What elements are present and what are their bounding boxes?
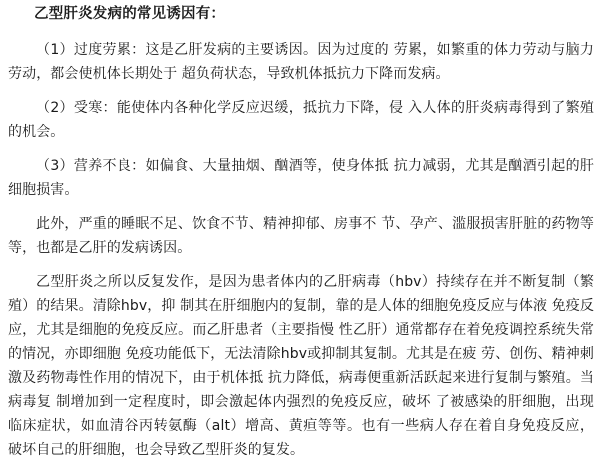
article-title: 乙型肝炎发病的常见诱因有： <box>34 6 226 22</box>
paragraph-recurrence: 乙型肝炎之所以反复发作，是因为患者体内的乙肝病毒（hbv）持续存在并不断复制（繁殖）的结果。清除hbv，抑 制其在肝细胞内的复制，靠的是人体的细胞免疫反应与体液 免疫反应，尤其是细胞的免疫反应。而乙肝患者（主要指慢 性乙肝）通常都存在着免疫调控系统失常的情况，亦即细胞 免疫功能低下，无法清除hbv或抑制其复制。尤其是在疲 劳、创伤、精神刺激及药物毒性作用的情况下，由于机体抵 抗力降低，病毒便重新活跃起来进行复制与繁殖。当病毒复 制增加到一定程度时，即会激起体内强烈的免疫反应，破坏 了被感染的肝细胞，出现临床症状，如血清谷丙转氨酶（alt）增高、黄疸等等。也有一些病人存在着自身免疫反应， 破坏自己的肝细胞，也会导致乙型肝炎的复发。 <box>8 274 594 458</box>
paragraph-cold: （2）受寒：能使体内各种化学反应迟缓，抵抗力下降，侵 入人体的肝炎病毒得到了繁殖的机会。 <box>8 100 594 140</box>
paragraph-overwork: （1）过度劳累：这是乙肝发病的主要诱因。因为过度的 劳累，如繁重的体力劳动与脑力劳动，都会使机体长期处于 超负荷状态，导致机体抵抗力下降而发病。 <box>8 42 594 82</box>
paragraph-malnutrition: （3）营养不良：如偏食、大量抽烟、酗酒等，使身体抵 抗力减弱，尤其是酗酒引起的肝细胞损害。 <box>8 158 594 198</box>
paragraph-other-causes: 此外，严重的睡眠不足、饮食不节、精神抑郁、房事不 节、孕产、滥服损害肝脏的药物等等，也都是乙肝的发病诱因。 <box>8 216 594 256</box>
